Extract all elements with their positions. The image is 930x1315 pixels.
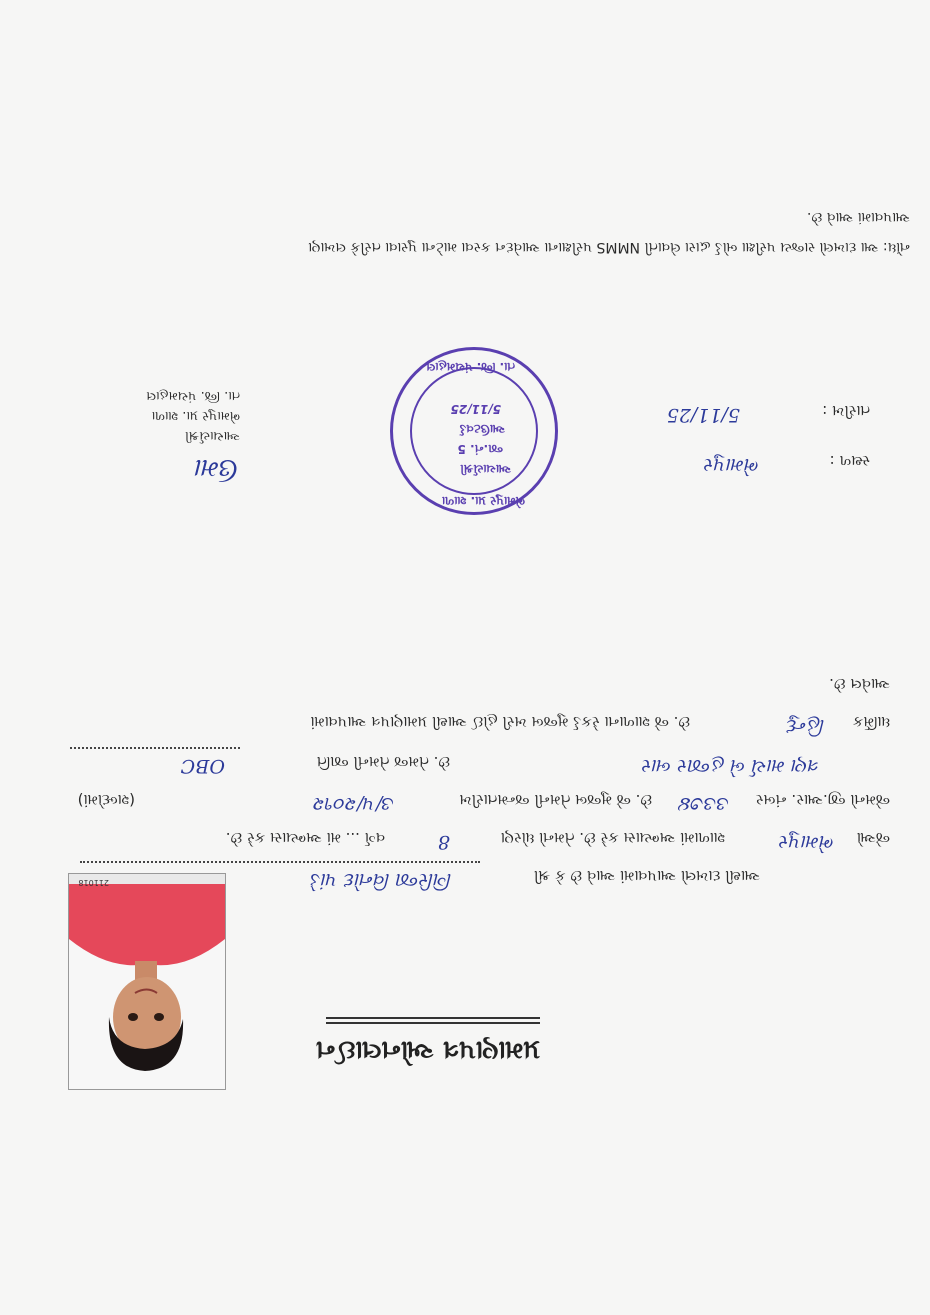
religion-value: હિન્દુ bbox=[787, 715, 825, 737]
school-stamp bbox=[390, 347, 558, 515]
line6-text: આવેલ છે. bbox=[829, 675, 890, 693]
stamp-line-3: આઉટવર્ડ bbox=[459, 422, 505, 436]
signature-district: તા. જિ. પંચમહાલ bbox=[146, 388, 240, 403]
standard-value: 8 bbox=[437, 831, 450, 853]
stamp-outer-text: ભેમાપુર પ્રા. શાળા bbox=[441, 494, 525, 508]
line3-mid: છે. જે મુજબ તેમની જન્મતારીખ bbox=[459, 791, 652, 809]
caste-value: OBC bbox=[180, 755, 225, 777]
line2-suffix: વર્ગ ... માં અભ્યાસ કરે છે. bbox=[225, 829, 385, 847]
line4-mid: છે. તેમજ તેમની જાતિ bbox=[316, 753, 450, 771]
birth-date: ૩/૫/૨૦૧૨ bbox=[314, 793, 395, 815]
signature-school: ભેમાપુર પ્રા. શાળા bbox=[151, 408, 240, 423]
date-label: તારીખ : bbox=[822, 402, 870, 420]
place-value: ભેમાપુર bbox=[704, 454, 760, 476]
intro-text: આથી દાખલો આપવામાં આવે છે કે શ્રી bbox=[533, 867, 760, 885]
student-name: ગિરિજા વિનોદ પાંડે bbox=[311, 869, 452, 891]
caste-dotted-line bbox=[70, 747, 240, 749]
line5-suffix: છે. જે શાળાના રેકર્ડ મુજબ ખરી હોઈ આથી પ્રમાણપત્ર આપવામાં bbox=[310, 713, 690, 731]
signature-role: આચાર્યશ્રી bbox=[184, 428, 240, 443]
place-label: સ્થળ : bbox=[829, 452, 870, 470]
stamp-line-1: આચાર્યશ્રી bbox=[460, 462, 511, 476]
line5-prefix: ધાર્મિક bbox=[852, 713, 890, 731]
student-photo-image bbox=[69, 874, 225, 1089]
stamp-bottom-text: તા. જિ. પંચમહાલ bbox=[426, 360, 515, 374]
birth-date-words: ત્રણ માર્ચ બે હજાર બાર bbox=[642, 755, 820, 777]
line2-mid: શાળામાં અભ્યાસ કરે છે. તેમનો ધોરણ bbox=[500, 829, 725, 847]
student-photo bbox=[68, 873, 226, 1090]
line2-prefix: જેઓ bbox=[856, 829, 890, 847]
signature-scribble: ઉમા bbox=[195, 453, 240, 483]
gr-number: ૩૩૭૪ bbox=[679, 793, 730, 815]
date-value: 5/11/25 bbox=[666, 404, 740, 426]
name-dotted-line bbox=[80, 861, 480, 863]
note-line-2: આપવામાં આવે છે. bbox=[806, 209, 910, 225]
title-underline bbox=[326, 1022, 540, 1024]
village-name: ભેમાપુર bbox=[779, 831, 835, 853]
photo-code: 211018 bbox=[78, 878, 109, 887]
line3-prefix: જેમનો જી.આર. નંબર bbox=[755, 791, 890, 809]
stamp-line-2: જા.નં. 5 bbox=[457, 442, 503, 456]
title-underline-2 bbox=[326, 1017, 540, 1019]
document-title: પ્રમાણપત્ર ઓનલાઈન bbox=[315, 1035, 540, 1065]
stamp-line-4: 5/11/25 bbox=[450, 402, 501, 416]
note-line-1: નોંધ: આ દાખલો રાજ્ય પરીક્ષા બોર્ડ દ્વારા લેવાતી NMMS પરીક્ષાના આવેદન કરવા માટેના પુરાવા તરીકે લખાણ bbox=[308, 239, 910, 255]
line3-suffix: (શબ્દોમાં) bbox=[77, 791, 135, 809]
